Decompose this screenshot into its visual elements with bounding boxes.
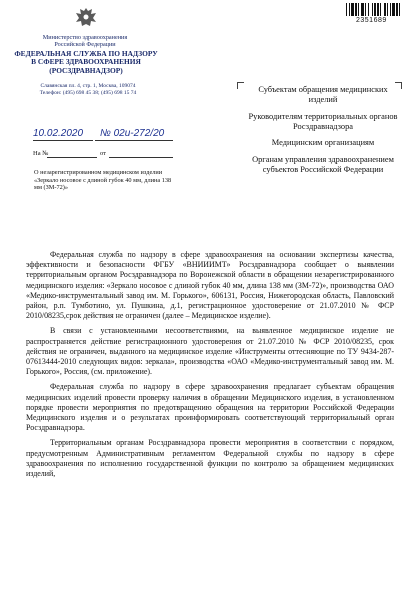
body-paragraph: В связи с установленными несоответствиями, на выявленное медицинское изделие не распространяется действие регистрационного удостоверения от 21.07.2010 № ФСР 2010/08235, срок действия не ограничен, выданного на медицинское изделие «Инструменты оттесняющие по ТУ 9434-287-07613444-2010 следующих видов: зеркала», производства «ОАО «Медико-инструментальный завод им. М. Горького», Россия, (см. приложение). bbox=[26, 326, 394, 377]
barcode-bar bbox=[390, 3, 391, 16]
barcode-bar bbox=[387, 3, 388, 16]
reference-number-label: На № bbox=[33, 150, 49, 157]
barcode-bar bbox=[374, 3, 376, 16]
letter-subject: О незарегистрированном медицинском изделии «Зеркало носовое с длиной губок 40 мм, длина 138 мм (ЗМ-72)» bbox=[34, 169, 172, 191]
barcode-bar bbox=[392, 3, 395, 16]
barcode-bar bbox=[380, 3, 381, 16]
ministry-name bbox=[20, 34, 150, 48]
address-line: Славянская пл. 4, стр. 1, Москва, 109074 bbox=[40, 83, 136, 89]
addressee: Органам управления здравоохранением субъектов Российской Федерации bbox=[252, 154, 394, 174]
addressee: Субъектам обращения медицинских изделий bbox=[258, 85, 388, 104]
barcode-bar bbox=[377, 3, 379, 16]
agency-line: (РОСЗДРАВНАДЗОР) bbox=[49, 65, 123, 75]
barcode-bar bbox=[365, 3, 366, 16]
barcode-bar bbox=[396, 3, 398, 16]
addressee: Медицинским организациям bbox=[271, 138, 375, 147]
barcode-bar bbox=[351, 3, 354, 16]
agency-line: В СФЕРЕ ЗДРАВООХРАНЕНИЯ bbox=[31, 57, 141, 67]
number-line bbox=[95, 140, 173, 141]
reference-number-line bbox=[47, 157, 97, 158]
barcode-icon bbox=[346, 3, 414, 16]
date-line bbox=[33, 140, 93, 141]
barcode-bar bbox=[399, 3, 400, 16]
barcode-bar bbox=[372, 3, 373, 16]
barcode-bar bbox=[349, 3, 350, 16]
agency-name bbox=[14, 50, 158, 75]
ministry-line: Российской Федерации bbox=[54, 41, 116, 48]
barcode-bar bbox=[358, 3, 359, 16]
barcode-bar bbox=[368, 3, 369, 16]
address-bracket-left bbox=[237, 82, 244, 89]
barcode-bar bbox=[355, 3, 357, 16]
addressee-list bbox=[248, 85, 398, 181]
ministry-line: Министерство здравоохранения bbox=[42, 34, 128, 41]
barcode-number: 2351689 bbox=[356, 17, 387, 24]
letter-body bbox=[26, 250, 394, 484]
body-paragraph: Территориальным органам Росздравнадзора провести мероприятия в соответствии с порядком, предусмотренным Административным регламентом Федеральной службы по надзору в сфере здравоохранения по исполнению государственной функции по контролю за обращением медицинских изделий, bbox=[26, 438, 394, 479]
agency-address bbox=[15, 83, 161, 96]
agency-line: ФЕДЕРАЛЬНАЯ СЛУЖБА ПО НАДЗОРУ bbox=[14, 49, 158, 58]
registration-number: № 02и-272/20 bbox=[100, 128, 165, 139]
eagle-emblem-icon bbox=[73, 5, 99, 31]
barcode-bar bbox=[361, 3, 364, 16]
barcode-bar bbox=[384, 3, 386, 16]
reference-date-line bbox=[109, 157, 173, 158]
registration-date: 10.02.2020 bbox=[33, 128, 84, 139]
addressee: Руководителям территориальных органов Росздравнадзора bbox=[248, 111, 398, 131]
body-paragraph: Федеральная служба по надзору в сфере здравоохранения на основании экспертизы качества, эффективности и безопасности ФГБУ «ВНИИИМТ» Росздравнадзора сообщает о выявлении территориальным органом Росздравнадзора по Воронежской области в обращении незарегистрированного медицинского изделия: «Зеркало носовое с длиной губок 40 мм, длина 138 мм (ЗМ-72)», производства ОАО «Медико-инструментальный завод им. М. Горького», 606131, Россия, Нижегородская область, Павловский район, р.п. Тумботино, ул. Пушкина, д.1, регистрационное удостоверение от 21.07.2010 № ФСР 2010/08235,срок действия не ограничен (далее – Медицинское изделие). bbox=[26, 250, 394, 321]
barcode-bar bbox=[346, 3, 347, 16]
body-paragraph: Федеральная служба по надзору в сфере здравоохранения предлагает субъектам обращения медицинских изделий провести проверку наличия в обращении Медицинского изделия, в установленном порядке провести мероприятия по предотвращению обращения на территории Российской Федерации Медицинского изделия и о результатах проинформировать соответствующий территориальный орган Росздравнадзора. bbox=[26, 382, 394, 433]
address-line: Телефон: (495) 698 45 38; (495) 698 15 74 bbox=[39, 89, 137, 96]
reference-date-label: от bbox=[100, 150, 107, 157]
